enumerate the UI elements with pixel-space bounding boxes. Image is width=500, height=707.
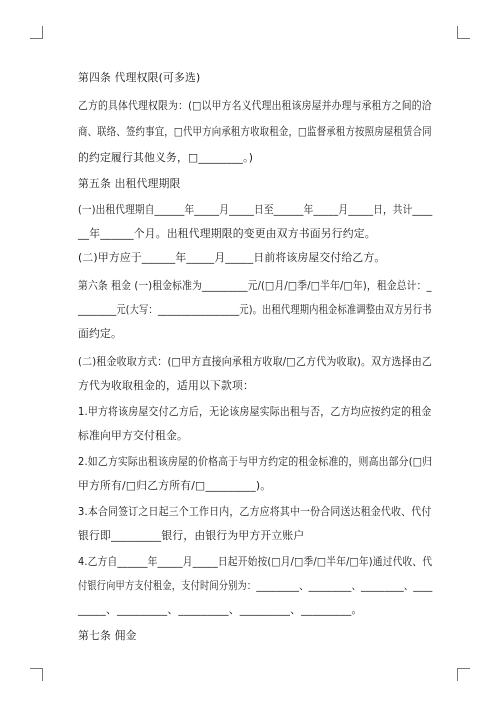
- article-7-heading: 第七条 佣金: [78, 629, 137, 642]
- paragraph-line: 方代为收取租金的，适用以下款项：: [78, 379, 254, 392]
- paragraph-line: 2.如乙方实际出租该房屋的价格高于与甲方约定的租金标准的，则高出部分(□归: [78, 455, 433, 468]
- crop-mark-bottom-right: [457, 668, 470, 681]
- paragraph-line: 的约定履行其他义务，□________。): [78, 151, 254, 164]
- paragraph-line: 付银行向甲方支付租金，支付时间分别为：_________、_________、_________、____: [78, 579, 433, 592]
- paragraph-line: (二)租金收取方式：(□甲方直接向承租方收取/□乙方代为收取)。双方选择由乙: [78, 355, 433, 368]
- paragraph-line: 银行即_________银行，由银行为甲方开立账户: [78, 529, 305, 542]
- crop-mark-bottom-left: [30, 668, 43, 681]
- paragraph-line: 3.本合同签订之日起三个工作日内，乙方应将其中一份合同送达租金代收、代付: [78, 505, 432, 518]
- paragraph-line: (一)出租代理期自______年_____月_____日至______年_____月_____日，共计____: [78, 203, 433, 216]
- paragraph-line: 面约定。: [78, 327, 122, 340]
- paragraph-line: (二)甲方应于______年_____月_____日前将该房屋交付给乙方。: [78, 251, 386, 264]
- article-5-heading: 第五条 出租代理期限: [78, 177, 181, 190]
- paragraph-line: 乙方的具体代理权限为：(□以甲方名义代理出租该房屋并办理与承租方之间的洽: [78, 99, 432, 112]
- crop-mark-top-right: [457, 26, 470, 39]
- paragraph-line: 4.乙方自______年_____月_____日起开始按(□月/□季/□半年/□年)通过代收、代: [78, 555, 433, 568]
- crop-mark-top-left: [30, 26, 43, 39]
- paragraph-line: 标准向甲方交付租金。: [78, 429, 188, 442]
- paragraph-line: 1.甲方将该房屋交付乙方后，无论该房屋实际出租与否，乙方均应按约定的租金: [78, 405, 432, 418]
- paragraph-line: ________元(大写：_________________元)。出租代理期内租金标准调整由双方另行书: [78, 303, 432, 316]
- article-4-heading: 第四条 代理权限(可多选): [78, 71, 201, 84]
- paragraph-line: _____、_________、_________、_________、_________。: [78, 603, 363, 616]
- paragraph-line: __年______个月。出租代理期限的变更由双方书面另行约定。: [78, 227, 376, 240]
- paragraph-line: 商、联络、签约事宜，□代甲方向承租方收取租金，□监督承租方按照房屋租赁合同: [78, 125, 432, 138]
- paragraph-line: 甲方所有/□归乙方所有/□_________)。: [78, 479, 272, 492]
- article-6-line: 第六条 租金 (一)租金标准为_________元/(□月/□季/□半年/□年)，租金总计：_: [78, 279, 432, 292]
